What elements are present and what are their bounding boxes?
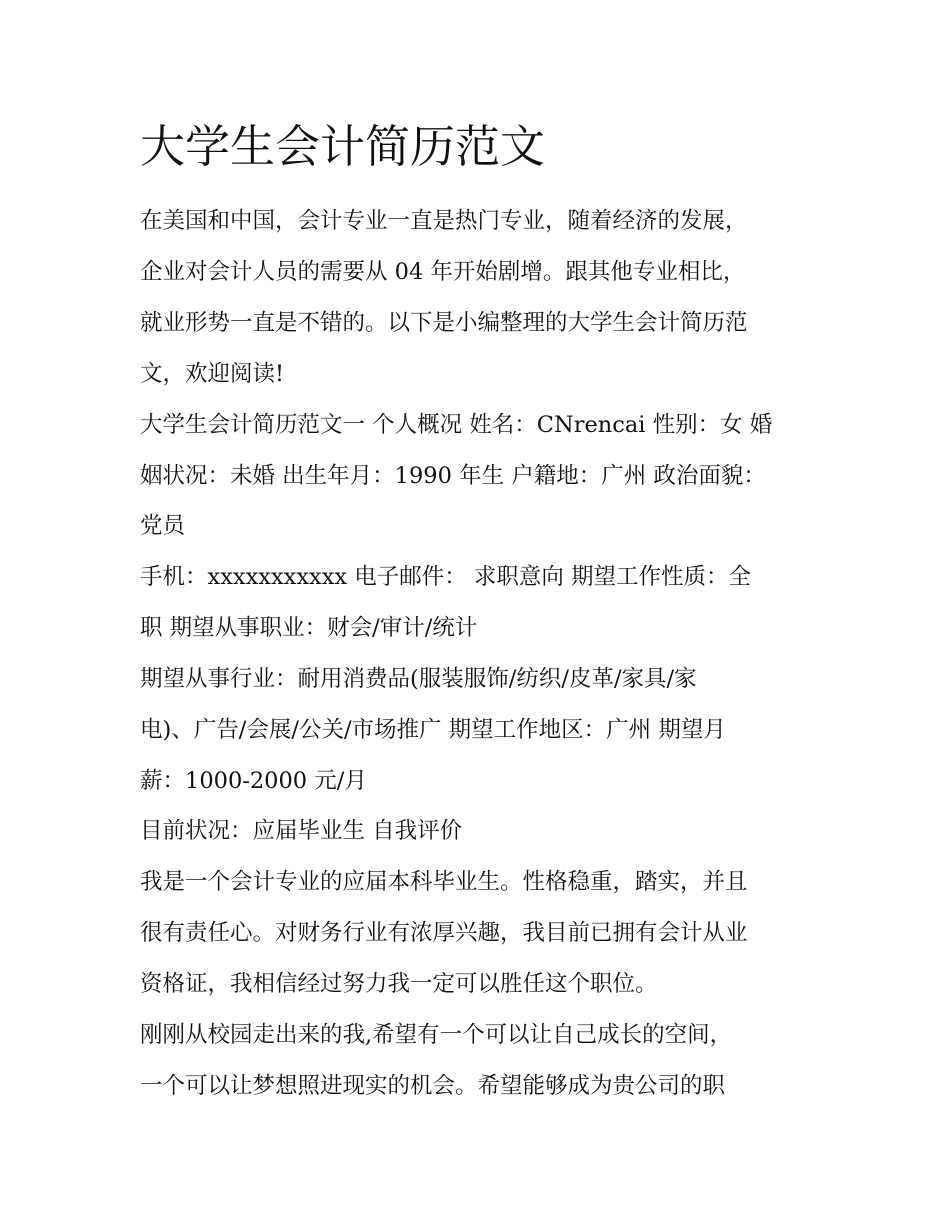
body-line: 企业对会计人员的需要从 04 年开始剧增。跟其他专业相比，	[140, 259, 746, 285]
body-line: 在美国和中国，会计专业一直是热门专业，随着经济的发展，	[140, 208, 748, 234]
body-line: 一个可以让梦想照进现实的机会。希望能够成为贵公司的职	[140, 1073, 726, 1099]
body-line: 期望从事行业：耐用消费品(服装服饰/纺织/皮革/家具/家	[140, 666, 697, 692]
body-line: 刚刚从校园走出来的我,希望有一个可以让自己成长的空间，	[140, 1022, 733, 1048]
body-line: 就业形势一直是不错的。以下是小编整理的大学生会计简历范	[140, 310, 748, 336]
body-line: 目前状况：应届毕业生 自我评价	[140, 818, 463, 844]
body-line: 很有责任心。对财务行业有浓厚兴趣，我目前已拥有会计从业	[140, 920, 748, 946]
page-title: 大学生会计简历范文	[140, 120, 546, 173]
body-line: 薪：1000-2000 元/月	[140, 768, 367, 794]
body-line: 姻状况：未婚 出生年月：1990 年生 户籍地：广州 政治面貌：	[140, 463, 766, 489]
body-line: 资格证，我相信经过努力我一定可以胜任这个职位。	[140, 971, 658, 997]
body-line: 党员	[140, 513, 186, 539]
body-line: 文，欢迎阅读!	[140, 361, 285, 387]
body-line: 职 期望从事职业：财会/审计/统计	[140, 615, 478, 641]
body-line: 我是一个会计专业的应届本科毕业生。性格稳重，踏实，并且	[140, 869, 748, 895]
body-line: 电)、广告/会展/公关/市场推广 期望工作地区：广州 期望月	[140, 717, 726, 743]
body-line: 大学生会计简历范文一 个人概况 姓名：CNrencai 性别：女 婚	[140, 412, 773, 438]
body-line: 手机：xxxxxxxxxxx 电子邮件： 求职意向 期望工作性质：全	[140, 564, 752, 590]
